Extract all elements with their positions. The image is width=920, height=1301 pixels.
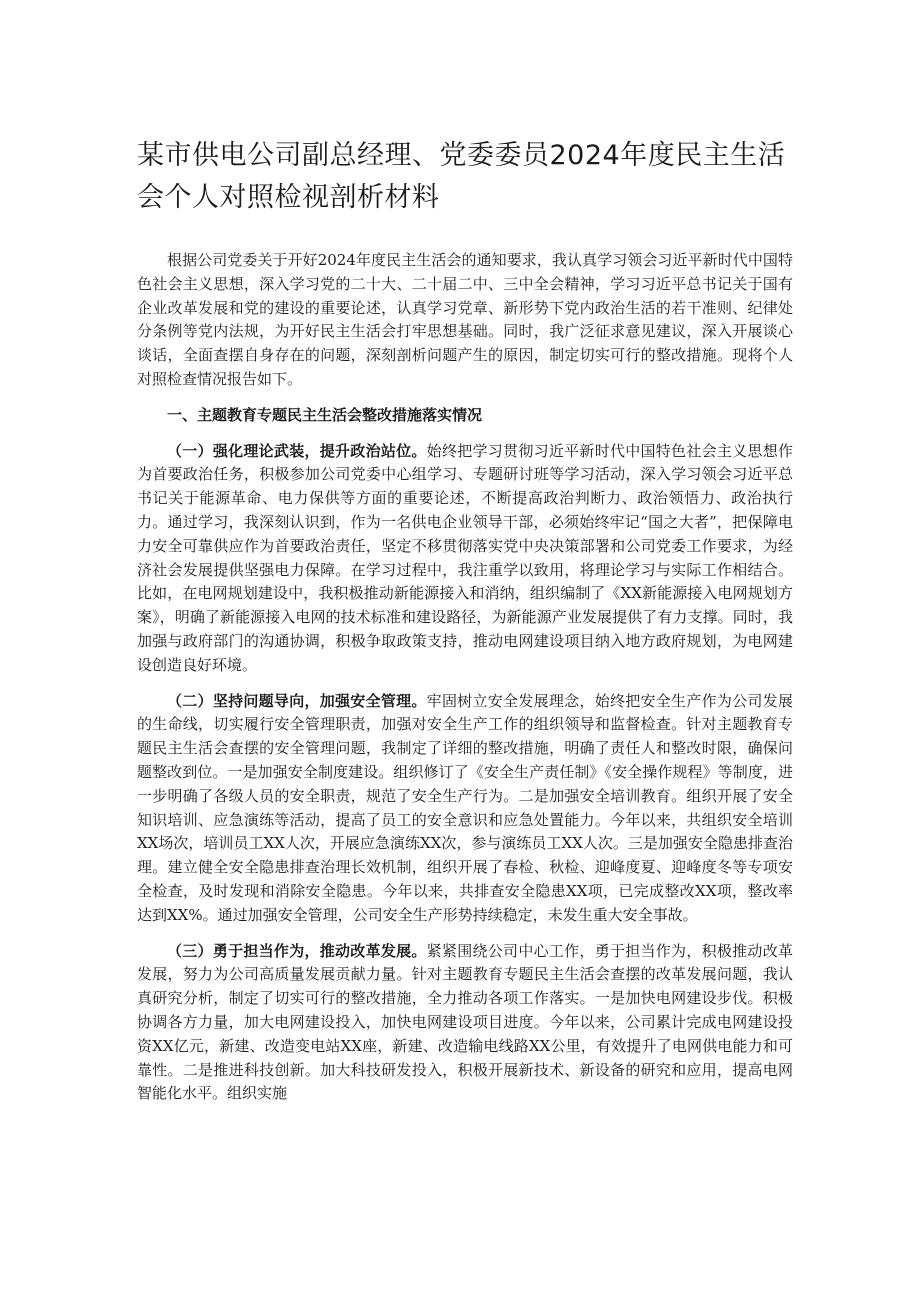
subsection-heading-1: （一）强化理论武装，提升政治站位。	[167, 441, 427, 460]
document-title: 某市供电公司副总经理、党委委员2024年度民主生活会个人对照检视剖析材料	[137, 140, 786, 213]
subsection-body-1: 始终把学习贯彻习近平新时代中国特色社会主义思想作为首要政治任务，积极参加公司党委中心组学习、专题研讨班等学习活动，深入学习领会习近平总书记关于能源革命、电力保供等方面的重要论述，不断提高政治判断力、政治领悟力、政治执行力。通过学习，我深刻认识到，作为一名供电企业领导干部，必须始终牢记“国之大者”，把保障电力安全可靠供应作为首要政治责任，坚定不移贯彻落实党中央决策部署和公司党委工作要求，为经济社会发展提供坚强电力保障。在学习过程中，我注重学以致用，将理论学习与实际工作相结合。比如，在电网规划建设中，我积极推动新能源接入和消纳，组织编制了《XX新能源接入电网规划方案》，明确了新能源接入电网的技术标准和建设路径，为新能源产业发展提供了有力支撑。同时，我加强与政府部门的沟通协调，积极争取政策支持，推动电网建设项目纳入地方政府规划，为电网建设创造良好环境。	[137, 441, 793, 674]
subsection-body-3: 紧紧围绕公司中心工作，勇于担当作为，积极推动改革发展，努力为公司高质量发展贡献力量。针对主题教育专题民主生活会查摆的改革发展问题，我认真研究分析，制定了切实可行的整改措施，全力推动各项工作落实。一是加快电网建设步伐。积极协调各方力量，加大电网建设投入，加快电网建设项目进度。今年以来，公司累计完成电网建设投资XX亿元，新建、改造变电站XX座，新建、改造输电线路XX公里，有效提升了电网供电能力和可靠性。二是推进科技创新。加大科技研发投入，积极开展新技术、新设备的研究和应用，提高电网智能化水平。组织实施	[137, 941, 793, 1103]
subsection-paragraph-3	[137, 940, 793, 1107]
subsection-body-2: 牢固树立安全发展理念，始终把安全生产作为公司发展的生命线，切实履行安全管理职责，加强对安全生产工作的组织领导和监督检查。针对主题教育专题民主生活会查摆的安全管理问题，我制定了详细的整改措施，明确了责任人和整改时限，确保问题整改到位。一是加强安全制度建设。组织修订了《安全生产责任制》《安全操作规程》等制度，进一步明确了各级人员的安全职责，规范了安全生产行为。二是加强安全培训教育。组织开展了安全知识培训、应急演练等活动，提高了员工的安全意识和应急处置能力。今年以来，共组织安全培训XX场次，培训员工XX人次，开展应急演练XX次，参与演练员工XX人次。三是加强安全隐患排查治理。建立健全安全隐患排查治理长效机制，组织开展了春检、秋检、迎峰度夏、迎峰度冬等专项安全检查，及时发现和消除安全隐患。今年以来，共排查安全隐患XX项，已完成整改XX项，整改率达到XX%。通过加强安全管理，公司安全生产形势持续稳定，未发生重大安全事故。	[137, 691, 793, 924]
subsection-paragraph-2	[137, 690, 793, 928]
section-heading: 一、主题教育专题民主生活会整改措施落实情况	[167, 405, 483, 424]
intro-paragraph: 根据公司党委关于开好2024年度民主生活会的通知要求，我认真学习领会习近平新时代中国特色社会主义思想，深入学习党的二十大、二十届二中、三中全会精神，学习习近平总书记关于国有企业改革发展和党的建设的重要论述，认真学习党章、新形势下党内政治生活的若干准则、纪律处分条例等党内法规，为开好民主生活会打牢思想基础。同时，我广泛征求意见建议，深入开展谈心谈话，全面查摆自身存在的问题，深刻剖析问题产生的原因，制定切实可行的整改措施。现将个人对照检查情况报告如下。	[137, 251, 793, 388]
subsection-paragraph-1	[137, 440, 793, 678]
subsection-heading-3: （三）勇于担当作为，推动改革发展。	[167, 941, 427, 960]
subsection-heading-2: （二）坚持问题导向，加强安全管理。	[167, 691, 427, 710]
